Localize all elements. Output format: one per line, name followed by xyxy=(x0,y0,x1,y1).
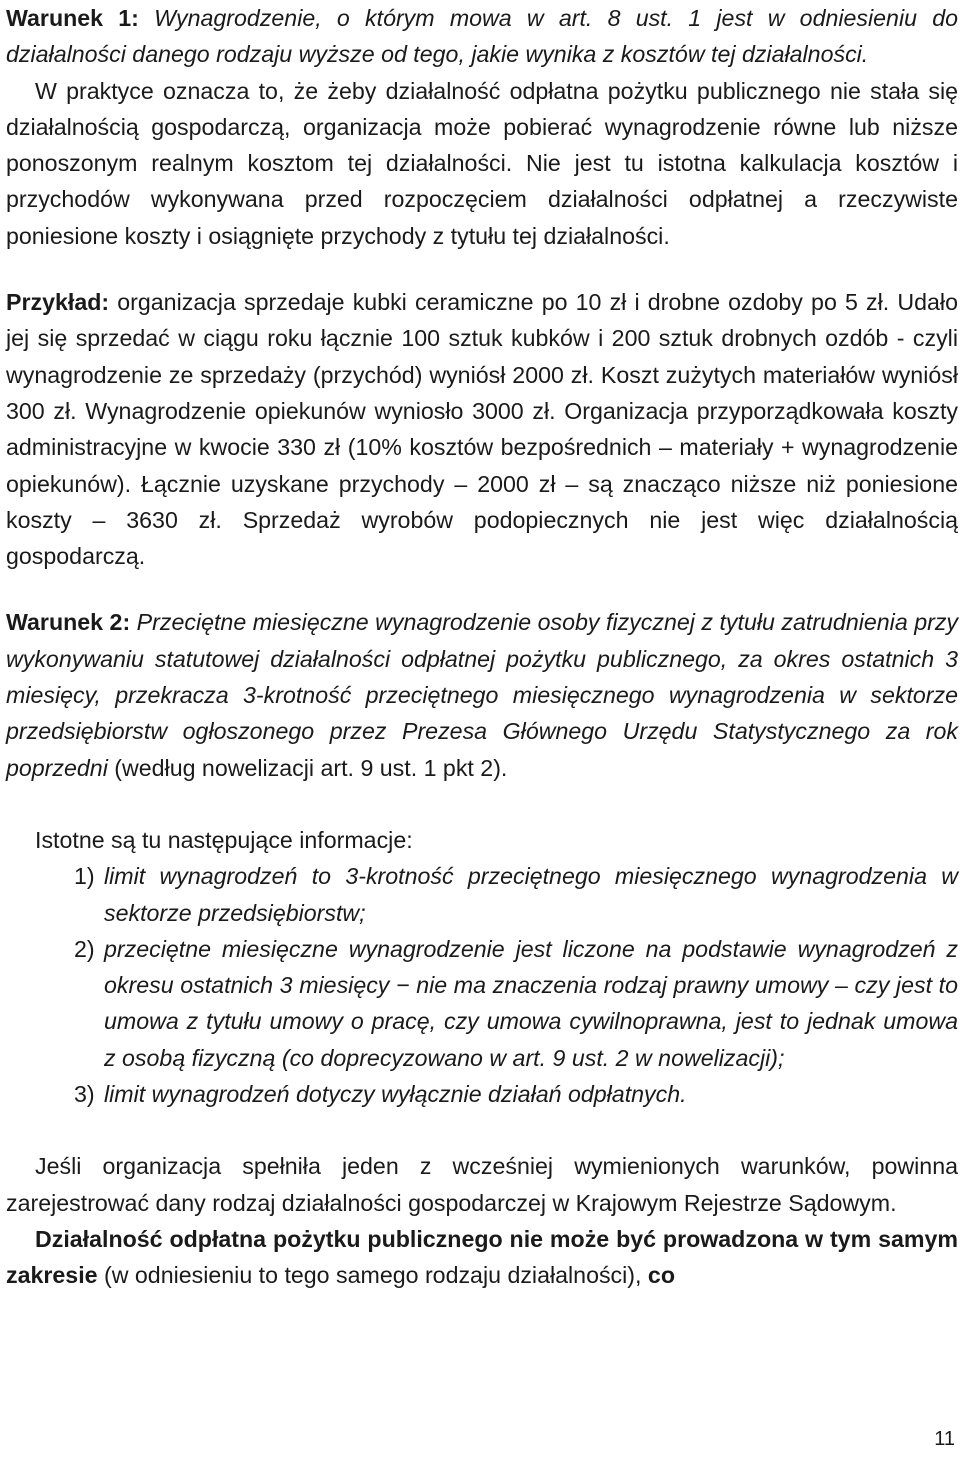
final-bold-start: Działalność odpłatna pożytku publicznego nie może być prowadzona w tym samym zakresie xyxy=(6,1225,958,1289)
info-item-number: 2) xyxy=(74,935,95,962)
practice-paragraph: W praktyce oznacza to, że żeby działalność odpłatna pożytku publicznego nie stała się działalnością gospodarczą, organizacja może pobierać wynagrodzenie równe lub niższe ponoszonym realnym kosztom tej działalności. Nie jest tu istotna kalkulacja kosztów i przychodów wykonywana przed rozpoczęciem działalności odpłatnej a rzeczywiste poniesione koszty i osiągnięte przychody z tytułu tej działalności. xyxy=(6,77,958,249)
final-paragraph xyxy=(6,1221,958,1294)
final-bold-end: co xyxy=(647,1262,675,1289)
example-label: Przykład: xyxy=(6,289,110,316)
warunek-1-paragraph xyxy=(6,0,958,73)
warunek-1-text: Wynagrodzenie, o którym mowa w art. 8 ust. 1 jest w odniesieniu do działalności danego rodzaju wyższe od tego, jakie wynika z kosztów tej działalności. xyxy=(6,5,958,68)
final-normal-text: (w odniesieniu to tego samego rodzaju działalności), xyxy=(97,1262,648,1289)
info-list-item xyxy=(74,858,958,931)
info-intro: Istotne są tu następujące informacje: xyxy=(35,826,413,853)
warunek-1-label: Warunek 1: xyxy=(6,5,139,31)
info-item-number: 1) xyxy=(74,863,95,890)
info-list-item xyxy=(74,1076,958,1112)
info-item-text: limit wynagrodzeń to 3-krotność przeciętnego miesięcznego wynagrodzenia w sektorze przedsiębiorstw; xyxy=(104,863,958,926)
page-number: 11 xyxy=(934,1428,955,1450)
warunek-2-normal-text: (według nowelizacji art. 9 ust. 1 pkt 2). xyxy=(107,754,508,781)
example-text: organizacja sprzedaje kubki ceramiczne po 10 zł i drobne ozdoby po 5 zł. Udało jej się sprzedać w ciągu roku łącznie 100 sztuk kubków i 200 sztuk drobnych ozdób - czyli wynagrodzenie ze sprzedaży (przychód) wyniósł 2000 zł. Koszt zużytych materiałów wyniósł 300 zł. Wynagrodzenie opiekunów wyniosło 3000 zł. Organizacja przyporządkowała koszty administracyjne w kwocie 330 zł (10% kosztów bezpośrednich – materiały + wynagrodzenie opiekunów). Łącznie uzyskane przychody – 2000 zł – są znacząco niższe niż poniesione koszty – 3630 zł. Sprzedaż wyrobów podopiecznych nie jest więc działalnością gospodarczą. xyxy=(6,289,958,570)
info-list xyxy=(6,858,958,1112)
warunek-2-paragraph xyxy=(6,604,958,785)
document-page xyxy=(6,0,958,1294)
registration-paragraph: Jeśli organizacja spełniła jeden z wcześniej wymienionych warunków, powinna zarejestrować dany rodzaj działalności gospodarczej w Krajowym Rejestrze Sądowym. xyxy=(6,1153,958,1216)
info-item-text: limit wynagrodzeń dotyczy wyłącznie działań odpłatnych. xyxy=(104,1081,687,1108)
info-list-item xyxy=(74,931,958,1076)
warunek-2-italic-text: Przeciętne miesięczne wynagrodzenie osoby fizycznej z tytułu zatrudnienia przy wykonywaniu statutowej działalności odpłatnej pożytku publicznego, za okres ostatnich 3 miesięcy, przekracza 3-krotność przeciętnego miesięcznego wynagrodzenia w sektorze przedsiębiorstw ogłoszonego przez Prezesa Głównego Urzędu Statystycznego za rok poprzedni xyxy=(6,609,959,781)
warunek-2-label: Warunek 2: xyxy=(6,609,131,636)
example-paragraph xyxy=(6,284,958,574)
info-item-text: przeciętne miesięczne wynagrodzenie jest liczone na podstawie wynagrodzeń z okresu ostatnich 3 miesięcy − nie ma znaczenia rodzaj prawny umowy – czy jest to umowa z tytułu umowy o pracę, czy umowa cywilnoprawna, jest to jednak umowa z osobą fizyczną (co doprecyzowano w art. 9 ust. 2 w nowelizacji); xyxy=(104,935,958,1071)
info-item-number: 3) xyxy=(74,1081,95,1108)
